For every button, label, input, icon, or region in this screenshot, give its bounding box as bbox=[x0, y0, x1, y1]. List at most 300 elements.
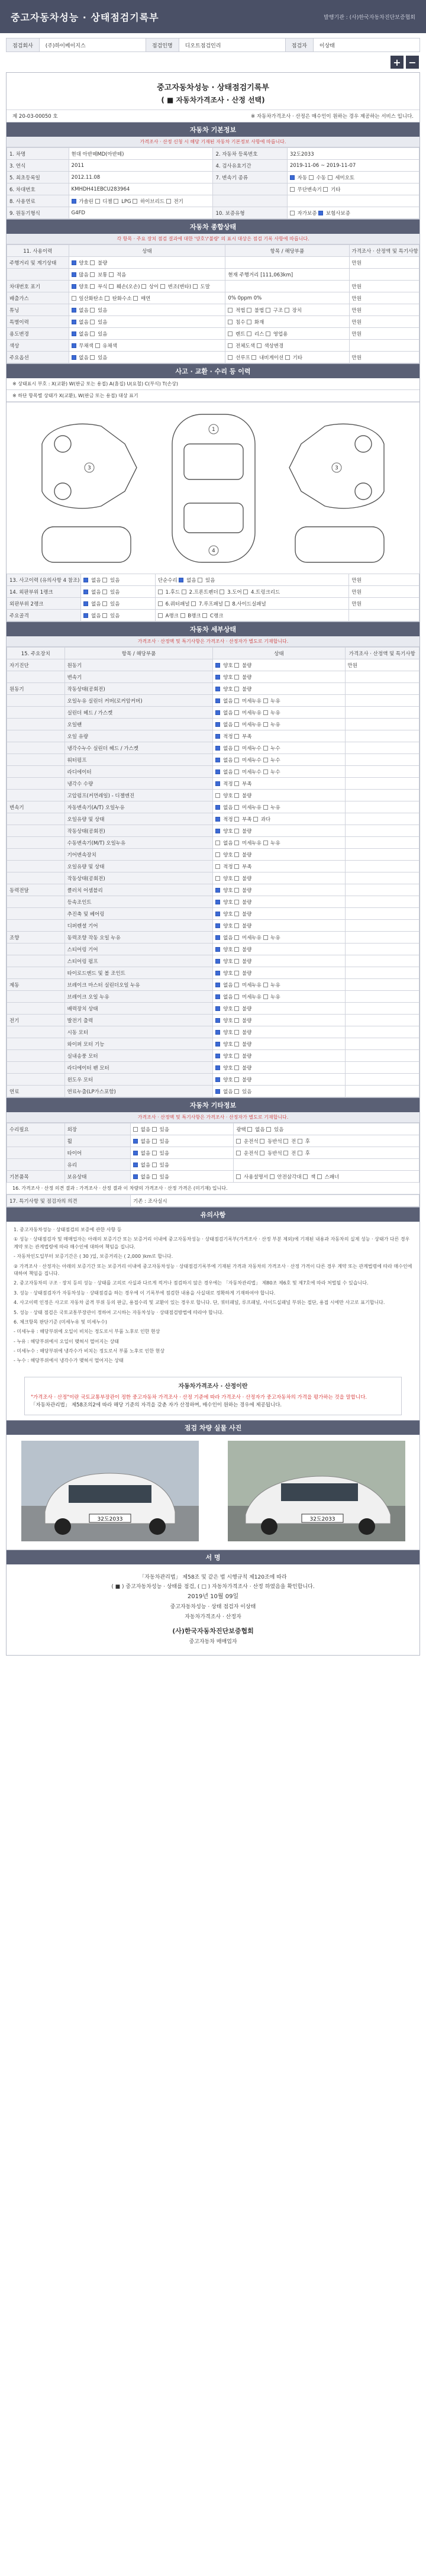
checkbox-icon[interactable] bbox=[215, 1006, 220, 1011]
table-cell bbox=[7, 813, 65, 825]
checkbox-icon[interactable] bbox=[102, 590, 107, 594]
checkbox-icon[interactable] bbox=[234, 1006, 239, 1011]
table-cell: 양호 불량 bbox=[213, 790, 345, 801]
checkbox-icon[interactable] bbox=[215, 769, 220, 774]
checkbox-icon[interactable] bbox=[215, 793, 220, 798]
checkbox-icon[interactable] bbox=[179, 578, 183, 582]
checkbox-icon[interactable] bbox=[290, 187, 295, 192]
checkbox-icon[interactable] bbox=[263, 983, 268, 987]
checkbox-icon[interactable] bbox=[215, 687, 220, 691]
checkbox-icon[interactable] bbox=[215, 1054, 220, 1058]
checkbox-icon[interactable] bbox=[95, 199, 100, 204]
checkbox-icon[interactable] bbox=[234, 698, 239, 703]
table-cell bbox=[7, 861, 65, 872]
table-cell: 스티어링 기어 bbox=[64, 944, 213, 955]
checkbox-icon[interactable] bbox=[166, 199, 171, 204]
checkbox-icon[interactable] bbox=[234, 1089, 239, 1094]
table-cell: 변속기 bbox=[7, 801, 65, 813]
checkbox-icon[interactable] bbox=[283, 1151, 288, 1155]
checkbox-icon[interactable] bbox=[234, 663, 239, 668]
checkbox-icon[interactable] bbox=[215, 817, 220, 822]
table-cell bbox=[345, 849, 419, 861]
table-cell: 양호 불량 bbox=[213, 1074, 345, 1086]
checkbox-icon[interactable] bbox=[234, 769, 239, 774]
table-cell bbox=[7, 837, 65, 849]
checkbox-icon[interactable] bbox=[317, 1174, 322, 1179]
checkbox-icon[interactable] bbox=[234, 923, 239, 928]
checkbox-icon[interactable] bbox=[152, 1151, 157, 1155]
table-row bbox=[7, 991, 419, 1003]
signature-seller: 중고자동차 매매업자 bbox=[189, 1638, 237, 1645]
table-cell: 무단변속기 기타 bbox=[287, 183, 419, 195]
checkbox-icon[interactable] bbox=[234, 1065, 239, 1070]
table-cell: 6.쿼터패널 7.루프패널 8.사이드실패널 bbox=[155, 598, 349, 610]
table-cell bbox=[345, 719, 419, 730]
checkbox-icon[interactable] bbox=[260, 1139, 264, 1144]
checkbox-icon[interactable] bbox=[309, 175, 314, 180]
checkbox-icon[interactable] bbox=[234, 687, 239, 691]
checkbox-icon[interactable] bbox=[72, 272, 76, 277]
checkbox-icon[interactable] bbox=[105, 296, 109, 301]
table-cell: 자동변속기(A/T) 오일누유 bbox=[64, 801, 213, 813]
checkbox-icon[interactable] bbox=[234, 935, 239, 940]
checkbox-icon[interactable] bbox=[133, 1139, 138, 1144]
table-cell: 양호 불량 bbox=[213, 955, 345, 967]
checkbox-icon[interactable] bbox=[257, 343, 262, 348]
checkbox-icon[interactable] bbox=[72, 296, 76, 301]
signature-inspector: 중고자동차성능 · 상태 점검자 이상태 bbox=[170, 1604, 256, 1611]
checkbox-icon[interactable] bbox=[266, 308, 270, 313]
table-cell bbox=[7, 778, 65, 790]
table-row bbox=[7, 1086, 419, 1097]
checkbox-icon[interactable] bbox=[247, 320, 251, 324]
table-cell: 전체도색 색상변경 bbox=[225, 340, 349, 352]
document-heading bbox=[7, 73, 419, 110]
checkbox-icon[interactable] bbox=[263, 758, 268, 762]
checkbox-icon[interactable] bbox=[234, 1054, 239, 1058]
checkbox-icon[interactable] bbox=[215, 935, 220, 940]
checkbox-icon[interactable] bbox=[318, 211, 323, 215]
checkbox-icon[interactable] bbox=[234, 994, 239, 999]
checkbox-icon[interactable] bbox=[102, 601, 107, 606]
checkbox-icon[interactable] bbox=[198, 578, 202, 582]
checkbox-icon[interactable] bbox=[285, 355, 290, 360]
checkbox-icon[interactable] bbox=[215, 710, 220, 715]
column-header: 가격조사 · 산정액 및 특기사항 bbox=[345, 648, 419, 659]
table-row bbox=[7, 328, 419, 340]
checkbox-icon[interactable] bbox=[234, 722, 239, 727]
checkbox-icon[interactable] bbox=[215, 888, 220, 893]
checkbox-icon[interactable] bbox=[72, 355, 76, 360]
checkbox-icon[interactable] bbox=[72, 199, 76, 204]
table-cell: 연료 bbox=[7, 1086, 65, 1097]
checkbox-icon[interactable] bbox=[234, 793, 239, 798]
table-cell bbox=[345, 742, 419, 754]
table-cell: 선루프 내비게이션 기타 bbox=[225, 352, 349, 363]
checkbox-icon[interactable] bbox=[95, 343, 100, 348]
table-cell: 양호 불량 bbox=[213, 1038, 345, 1050]
section-note: 각 항목 · 주요 장치 점검 결과에 대한 '양호'/'불량' 의 표시 대상은 점검 기록 사항에 따릅니다. bbox=[7, 234, 419, 244]
car-photo-rear[interactable] bbox=[228, 1441, 405, 1541]
table-cell: 없음 미세누수 누수 bbox=[213, 754, 345, 766]
checkbox-icon[interactable] bbox=[234, 817, 239, 822]
checkbox-icon[interactable] bbox=[215, 1077, 220, 1082]
checkbox-icon[interactable] bbox=[215, 852, 220, 857]
table-cell bbox=[7, 944, 65, 955]
table-cell bbox=[7, 269, 69, 281]
checkbox-icon[interactable] bbox=[234, 900, 239, 904]
checkbox-icon[interactable] bbox=[234, 1030, 239, 1035]
wheel-icon bbox=[54, 436, 71, 452]
checkbox-icon[interactable] bbox=[133, 1163, 138, 1167]
checkbox-icon[interactable] bbox=[152, 1163, 157, 1167]
info-key: 점검회사 bbox=[7, 38, 40, 51]
checkbox-icon[interactable] bbox=[236, 1151, 241, 1155]
checkbox-icon[interactable] bbox=[234, 1018, 239, 1023]
table-cell: 없음 있음 bbox=[81, 586, 155, 598]
table-cell: 적정 부족 과다 bbox=[213, 813, 345, 825]
table-cell: 없음 미세누유 누유 bbox=[213, 719, 345, 730]
checkbox-icon[interactable] bbox=[225, 601, 230, 606]
checkbox-icon[interactable] bbox=[215, 746, 220, 751]
checkbox-icon[interactable] bbox=[90, 331, 95, 336]
note-item: - 미세누유 : 해당부위에 오일이 비치는 정도로서 부품 노후로 인한 현상 bbox=[14, 1329, 160, 1335]
checkbox-icon[interactable] bbox=[247, 331, 251, 336]
checkbox-icon[interactable] bbox=[215, 781, 220, 786]
checkbox-icon[interactable] bbox=[215, 805, 220, 810]
table-cell: 만원 bbox=[349, 328, 419, 340]
note-item: - 자동차인도일부터 보증기간은 ( 30 )일, 보증거리는 ( 2,000 )km로 합니다. bbox=[14, 1254, 173, 1260]
checkbox-icon[interactable] bbox=[290, 175, 295, 180]
checkbox-icon[interactable] bbox=[215, 1065, 220, 1070]
table-cell: G4FD bbox=[69, 207, 213, 219]
checkbox-icon[interactable] bbox=[215, 698, 220, 703]
checkbox-icon[interactable] bbox=[215, 983, 220, 987]
checkbox-icon[interactable] bbox=[236, 1139, 241, 1144]
info-key: 점검인명 bbox=[146, 38, 179, 51]
table-row bbox=[7, 1003, 419, 1015]
table-cell: 운전석 동반석 전 후 bbox=[234, 1135, 419, 1147]
checkbox-icon[interactable] bbox=[260, 1151, 264, 1155]
table-cell: 1. 차명 bbox=[7, 148, 69, 160]
table-cell bbox=[349, 340, 419, 352]
checkbox-icon[interactable] bbox=[234, 852, 239, 857]
checkbox-icon[interactable] bbox=[215, 923, 220, 928]
car-photo-front-svg bbox=[21, 1441, 199, 1541]
table-cell: 없음 있음 bbox=[69, 352, 225, 363]
checkbox-icon[interactable] bbox=[234, 1077, 239, 1082]
zoom-buttons bbox=[0, 52, 426, 72]
checkbox-icon[interactable] bbox=[215, 663, 220, 668]
checkbox-icon[interactable] bbox=[83, 613, 88, 618]
checkbox-icon[interactable] bbox=[180, 613, 185, 618]
table-cell: 양호 불량 bbox=[213, 1015, 345, 1026]
checkbox-icon[interactable] bbox=[263, 841, 268, 845]
checkbox-icon[interactable] bbox=[253, 817, 258, 822]
table-cell bbox=[345, 1003, 419, 1015]
checkbox-icon[interactable] bbox=[182, 590, 186, 594]
table-row bbox=[7, 340, 419, 352]
checkbox-icon[interactable] bbox=[290, 211, 295, 215]
table-cell bbox=[7, 790, 65, 801]
table-cell: 무채색 유채색 bbox=[69, 340, 225, 352]
inspection-info-bar bbox=[6, 38, 420, 52]
table-cell: 만원 bbox=[349, 257, 419, 269]
table-row bbox=[7, 813, 419, 825]
checkbox-icon[interactable] bbox=[251, 355, 256, 360]
table-cell: 9. 원동기형식 bbox=[7, 207, 69, 219]
checkbox-icon[interactable] bbox=[247, 308, 251, 313]
checkbox-icon[interactable] bbox=[234, 746, 239, 751]
table-row bbox=[7, 1171, 419, 1183]
table-cell: 양호 불량 bbox=[213, 920, 345, 932]
checkbox-icon[interactable] bbox=[215, 722, 220, 727]
checkbox-icon[interactable] bbox=[152, 1174, 157, 1179]
checkbox-icon[interactable] bbox=[228, 320, 233, 324]
table-cell bbox=[7, 1147, 65, 1159]
checkbox-icon[interactable] bbox=[215, 841, 220, 845]
table-cell: KMHDH41EBCU283964 bbox=[69, 183, 213, 195]
checkbox-icon[interactable] bbox=[158, 613, 163, 618]
table-cell: 만원 bbox=[349, 586, 419, 598]
checkbox-icon[interactable] bbox=[83, 590, 88, 594]
checkbox-icon[interactable] bbox=[266, 331, 270, 336]
checkbox-icon[interactable] bbox=[114, 199, 118, 204]
checkbox-icon[interactable] bbox=[158, 601, 163, 606]
checkbox-icon[interactable] bbox=[215, 876, 220, 881]
checkbox-icon[interactable] bbox=[215, 900, 220, 904]
checkbox-icon[interactable] bbox=[263, 722, 268, 727]
table-cell: 현재 주행거리 [111,063km] bbox=[225, 269, 349, 281]
table-row bbox=[7, 574, 419, 586]
checkbox-icon[interactable] bbox=[202, 613, 207, 618]
checkbox-icon[interactable] bbox=[133, 1174, 138, 1179]
checkbox-icon[interactable] bbox=[215, 734, 220, 739]
checkbox-icon[interactable] bbox=[102, 613, 107, 618]
table-cell: 운전석 동반석 전 후 bbox=[234, 1147, 419, 1159]
checkbox-icon[interactable] bbox=[303, 1174, 308, 1179]
table-cell: 오일팬 bbox=[64, 719, 213, 730]
checkbox-icon[interactable] bbox=[215, 829, 220, 833]
checkbox-icon[interactable] bbox=[234, 876, 239, 881]
table-cell: 없음 있음 bbox=[69, 316, 225, 328]
table-cell: 단순수리 없음 있음 bbox=[155, 574, 349, 586]
table-row bbox=[7, 790, 419, 801]
checkbox-icon[interactable] bbox=[234, 912, 239, 916]
table-cell: 양호 불량 bbox=[213, 659, 345, 671]
table-row bbox=[7, 707, 419, 719]
checkbox-icon[interactable] bbox=[228, 308, 233, 313]
table-cell bbox=[345, 695, 419, 707]
checkbox-icon[interactable] bbox=[234, 841, 239, 845]
checkbox-icon[interactable] bbox=[90, 308, 95, 313]
checkbox-icon[interactable] bbox=[152, 1127, 157, 1132]
checkbox-icon[interactable] bbox=[220, 590, 224, 594]
signature-block bbox=[7, 1564, 419, 1655]
checkbox-icon[interactable] bbox=[234, 888, 239, 893]
checkbox-icon[interactable] bbox=[215, 994, 220, 999]
table-cell: 자기진단 bbox=[7, 659, 65, 671]
checkbox-icon[interactable] bbox=[263, 746, 268, 751]
checkbox-icon[interactable] bbox=[133, 199, 137, 204]
checkbox-icon[interactable] bbox=[215, 912, 220, 916]
checkbox-icon[interactable] bbox=[141, 284, 146, 289]
checkbox-icon[interactable] bbox=[215, 1018, 220, 1023]
checkbox-icon[interactable] bbox=[90, 272, 95, 277]
table-cell bbox=[345, 730, 419, 742]
checkbox-icon[interactable] bbox=[160, 284, 165, 289]
checkbox-icon[interactable] bbox=[228, 355, 233, 360]
note-item: 3. 성능 · 상태점검자가 자동차성능 · 상태점검을 하는 경우에 이 기록부에 점검한 내용을 사실대로 정확하게 기재하여야 합니다. bbox=[14, 1290, 276, 1296]
checkbox-icon[interactable] bbox=[234, 959, 239, 964]
checkbox-icon[interactable] bbox=[234, 983, 239, 987]
checkbox-icon[interactable] bbox=[72, 331, 76, 336]
checkbox-icon[interactable] bbox=[102, 578, 107, 582]
checkbox-icon[interactable] bbox=[283, 1139, 288, 1144]
table-cell bbox=[7, 896, 65, 908]
table-row bbox=[7, 659, 419, 671]
table-cell bbox=[7, 955, 65, 967]
checkbox-icon[interactable] bbox=[90, 320, 95, 324]
checkbox-icon[interactable] bbox=[90, 260, 95, 265]
table-cell: 오일유량 및 상태 bbox=[64, 813, 213, 825]
checkbox-icon[interactable] bbox=[152, 1139, 157, 1144]
table-header-row bbox=[7, 648, 419, 659]
plate-text: 32도2033 bbox=[96, 1516, 123, 1523]
checkbox-icon[interactable] bbox=[234, 805, 239, 810]
checkbox-icon[interactable] bbox=[234, 829, 239, 833]
summary-section bbox=[7, 219, 419, 363]
checkbox-icon[interactable] bbox=[263, 769, 268, 774]
table-cell: 배력장치 상태 bbox=[64, 1003, 213, 1015]
table-row bbox=[7, 1195, 419, 1207]
table-cell bbox=[213, 195, 287, 207]
checkbox-icon[interactable] bbox=[234, 781, 239, 786]
checkbox-icon[interactable] bbox=[72, 343, 76, 348]
table-cell: 시동 모터 bbox=[64, 1026, 213, 1038]
checkbox-icon[interactable] bbox=[215, 758, 220, 762]
table-row bbox=[7, 967, 419, 979]
table-cell: 없음 미세누수 누수 bbox=[213, 766, 345, 778]
remove-button[interactable]: − bbox=[406, 56, 419, 69]
checkbox-icon[interactable] bbox=[109, 284, 114, 289]
checkbox-icon[interactable] bbox=[285, 308, 289, 313]
table-cell: 적법 불법 구조 장치 bbox=[225, 304, 349, 316]
checkbox-icon[interactable] bbox=[90, 355, 95, 360]
checkbox-icon[interactable] bbox=[234, 710, 239, 715]
checkbox-icon[interactable] bbox=[215, 959, 220, 964]
checkbox-icon[interactable] bbox=[234, 864, 239, 869]
table-cell bbox=[234, 1159, 419, 1171]
table-cell: 없음 있음 bbox=[131, 1135, 234, 1147]
table-cell: 가솔린 디젤 LPG 하이브리드 전기 bbox=[69, 195, 213, 207]
note-item: 1. 중고자동차성능 · 상태점검의 보증에 관한 사항 등 bbox=[14, 1227, 122, 1232]
checkbox-icon[interactable] bbox=[263, 994, 268, 999]
table-cell: 양호 불량 bbox=[213, 683, 345, 695]
checkbox-icon[interactable] bbox=[193, 284, 198, 289]
checkbox-icon[interactable] bbox=[215, 1042, 220, 1046]
checkbox-icon[interactable] bbox=[215, 864, 220, 869]
car-photo-front[interactable] bbox=[21, 1441, 199, 1541]
table-cell: 냉각수누수 실린더 헤드 / 가스켓 bbox=[64, 742, 213, 754]
checkbox-icon[interactable] bbox=[215, 1089, 220, 1094]
checkbox-icon[interactable] bbox=[215, 947, 220, 952]
table-cell: 양호 불량 bbox=[69, 257, 225, 269]
checkbox-icon[interactable] bbox=[228, 343, 233, 348]
checkbox-icon[interactable] bbox=[215, 1030, 220, 1035]
checkbox-icon[interactable] bbox=[323, 187, 328, 192]
table-cell: 동력전달 bbox=[7, 884, 65, 896]
checkbox-icon[interactable] bbox=[72, 260, 76, 265]
table-row bbox=[7, 352, 419, 363]
table-cell: 양호 불량 bbox=[213, 849, 345, 861]
checkbox-icon[interactable] bbox=[72, 320, 76, 324]
table-row bbox=[7, 304, 419, 316]
table-cell bbox=[7, 719, 65, 730]
checkbox-icon[interactable] bbox=[191, 601, 196, 606]
checkbox-icon[interactable] bbox=[234, 1042, 239, 1046]
checkbox-icon[interactable] bbox=[133, 296, 138, 301]
signature-section bbox=[7, 1550, 419, 1655]
checkbox-icon[interactable] bbox=[215, 971, 220, 975]
checkbox-icon[interactable] bbox=[243, 590, 248, 594]
checkbox-icon[interactable] bbox=[298, 1151, 302, 1155]
checkbox-icon[interactable] bbox=[234, 758, 239, 762]
checkbox-icon[interactable] bbox=[266, 1127, 271, 1132]
signature-law-text: 「자동차관리법」 제58조 및 같은 법 시행규칙 제120조에 따라 bbox=[139, 1574, 287, 1581]
checkbox-icon[interactable] bbox=[158, 590, 163, 594]
checkbox-icon[interactable] bbox=[83, 601, 88, 606]
table-cell: 렌트 리스 영업용 bbox=[225, 328, 349, 340]
checkbox-icon[interactable] bbox=[328, 175, 333, 180]
checkbox-icon[interactable] bbox=[270, 1174, 275, 1179]
table-cell: 작동상태(공회전) bbox=[64, 825, 213, 837]
table-cell: 7. 변속기 종류 bbox=[213, 172, 287, 183]
table-cell: 전기 bbox=[7, 1015, 65, 1026]
table-cell bbox=[7, 1050, 65, 1062]
checkbox-icon[interactable] bbox=[72, 308, 76, 313]
checkbox-icon[interactable] bbox=[263, 805, 268, 810]
table-cell bbox=[345, 1026, 419, 1038]
checkbox-icon[interactable] bbox=[83, 578, 88, 582]
checkbox-icon[interactable] bbox=[228, 331, 233, 336]
checkbox-icon[interactable] bbox=[72, 284, 76, 289]
section-heading: 점검 차량 실물 사진 bbox=[7, 1421, 419, 1435]
add-button[interactable]: + bbox=[390, 56, 404, 69]
checkbox-icon[interactable] bbox=[234, 734, 239, 739]
table-cell: 색상 bbox=[7, 340, 69, 352]
checkbox-icon[interactable] bbox=[263, 698, 268, 703]
checkbox-icon[interactable] bbox=[236, 1174, 241, 1179]
checkbox-icon[interactable] bbox=[109, 272, 114, 277]
checkbox-icon[interactable] bbox=[234, 675, 239, 680]
table-row bbox=[7, 1050, 419, 1062]
checkbox-icon[interactable] bbox=[133, 1127, 138, 1132]
table-cell bbox=[7, 1062, 65, 1074]
checkbox-icon[interactable] bbox=[90, 284, 95, 289]
checkbox-icon[interactable] bbox=[133, 1151, 138, 1155]
checkbox-icon[interactable] bbox=[298, 1139, 302, 1144]
checkbox-icon[interactable] bbox=[234, 947, 239, 952]
checkbox-icon[interactable] bbox=[263, 710, 268, 715]
table-row bbox=[7, 172, 419, 183]
checkbox-icon[interactable] bbox=[215, 675, 220, 680]
checkbox-icon[interactable] bbox=[263, 935, 268, 940]
checkbox-icon[interactable] bbox=[234, 971, 239, 975]
table-cell: 등속조인트 bbox=[64, 896, 213, 908]
svg-text:3: 3 bbox=[88, 465, 91, 471]
checkbox-icon[interactable] bbox=[247, 1127, 252, 1132]
